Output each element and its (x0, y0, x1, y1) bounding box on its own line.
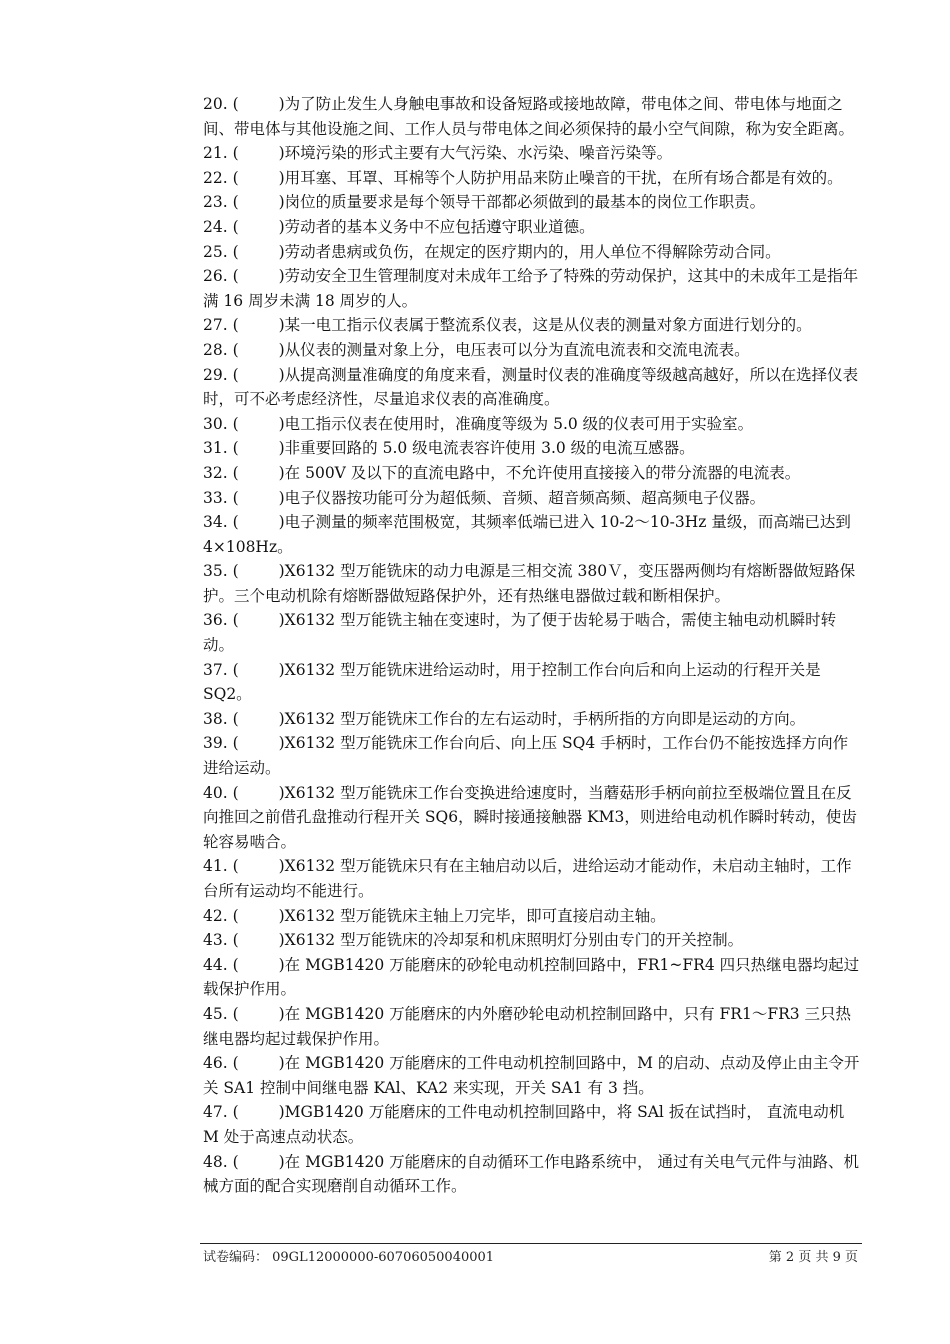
question-number: 24. ( (203, 217, 239, 236)
question-item (203, 338, 863, 363)
question-item (203, 166, 863, 191)
page-number: 第 2 页 共 9 页 (768, 1250, 858, 1265)
question-number: 44. ( (203, 955, 239, 974)
question-number: 26. ( (203, 267, 239, 286)
question-text: )劳动者的基本义务中不应包括遵守职业道德。 (278, 217, 595, 236)
question-item (203, 264, 863, 313)
question-item (203, 412, 863, 437)
question-item (203, 608, 863, 657)
question-text: )非重要回路的 5.0 级电流表容许使用 3.0 级的电流互感器。 (278, 439, 695, 458)
question-item (203, 658, 863, 707)
question-item (203, 953, 863, 1002)
question-text: )MGB1420 万能磨床的工件电动机控制回路中，将 SAl 扳在试挡时， 直流电动机 M 处于高速点动状态。 (203, 1103, 845, 1146)
question-text: )X6132 型万能铣主轴在变速时，为了便于齿轮易于啮合，需使主轴电动机瞬时转动。 (203, 611, 837, 655)
question-number: 38. ( (203, 709, 239, 728)
question-item (203, 1150, 863, 1199)
question-item (203, 92, 863, 141)
question-number: 35. ( (203, 562, 239, 581)
question-item (203, 904, 863, 929)
question-text: )电子仪器按功能可分为超低频、音频、超音频高频、超高频电子仪器。 (278, 488, 766, 507)
question-number: 45. ( (203, 1004, 239, 1023)
question-text: )岗位的质量要求是每个领导干部都必须做到的最基本的岗位工作职责。 (278, 193, 766, 212)
question-number: 33. ( (203, 488, 239, 507)
question-list (203, 92, 863, 1199)
question-text: )在 MGB1420 万能磨床的自动循环工作电路系统中， 通过有关电气元件与油路、机械方面的配合实现磨削自动循环工作。 (203, 1152, 860, 1196)
question-text: )劳动者患病或负伤，在规定的医疗期内的，用人单位不得解除劳动合同。 (278, 242, 781, 261)
question-number: 43. ( (203, 931, 239, 950)
question-number: 39. ( (203, 734, 239, 753)
question-number: 28. ( (203, 340, 239, 359)
question-text: )电子测量的频率范围极宽，其频率低端已进入 10-2～10-3Hz 量级，而高端已达到 4×108Hz。 (203, 513, 851, 556)
exam-code: 试卷编码： 09GL12000000-60706050040001 (203, 1250, 495, 1265)
question-number: 21. ( (203, 144, 239, 163)
footer-divider (200, 1243, 862, 1244)
question-item (203, 1051, 863, 1100)
question-item (203, 510, 863, 559)
question-text: )在 MGB1420 万能磨床的内外磨砂轮电动机控制回路中，只有 FR1～FR3 三只热继电器均起过载保护作用。 (203, 1004, 852, 1048)
question-number: 47. ( (203, 1103, 239, 1122)
question-number: 22. ( (203, 168, 239, 187)
question-item (203, 1100, 863, 1149)
question-item (203, 486, 863, 511)
question-item (203, 141, 863, 166)
question-text: )某一电工指示仪表属于整流系仪表，这是从仪表的测量对象方面进行划分的。 (278, 316, 812, 335)
question-text: )X6132 型万能铣床进给运动时，用于控制工作台向后和向上运动的行程开关是 SQ2。 (203, 660, 821, 704)
question-item (203, 731, 863, 780)
question-number: 25. ( (203, 242, 239, 261)
question-item (203, 707, 863, 732)
question-text: )X6132 型万能铣床的动力电源是三相交流 380Ｖ，变压器两侧均有熔断器做短路保护。三个电动机除有熔断器做短路保护外，还有热继电器做过载和断相保护。 (203, 562, 856, 605)
question-number: 36. ( (203, 611, 239, 630)
question-item (203, 461, 863, 486)
question-item (203, 559, 863, 608)
question-number: 41. ( (203, 857, 239, 876)
question-text: )在 MGB1420 万能磨床的砂轮电动机控制回路中，FR1~FR4 四只热继电器均起过载保护作用。 (203, 955, 860, 999)
question-text: )从提高测量准确度的角度来看，测量时仪表的准确度等级越高越好，所以在选择仪表时，可不必考虑经济性，尽量追求仪表的高准确度。 (203, 365, 859, 409)
question-item (203, 215, 863, 240)
question-text: )为了防止发生人身触电事故和设备短路或接地故障，带电体之间、带电体与地面之间、带电体与其他设施之间、工作人员与带电体之间必须保持的最小空气间隙，称为安全距离。 (203, 95, 855, 138)
question-number: 32. ( (203, 463, 239, 482)
question-text: )X6132 型万能铣床工作台变换进给速度时，当蘑菇形手柄向前拉至极端位置且在反向推回之前借孔盘推动行程开关 SQ6，瞬时接通接触器 KM3，则进给电动机作瞬时转动，使齿轮容易啮合。 (203, 783, 857, 851)
question-item (203, 363, 863, 412)
question-number: 23. ( (203, 193, 239, 212)
question-number: 27. ( (203, 316, 239, 335)
question-text: )环境污染的形式主要有大气污染、水污染、噪音污染等。 (278, 144, 673, 163)
question-text: )X6132 型万能铣床只有在主轴启动以后，进给运动才能动作，未启动主轴时，工作台所有运动均不能进行。 (203, 857, 852, 900)
question-item (203, 313, 863, 338)
question-number: 31. ( (203, 439, 239, 458)
question-item (203, 854, 863, 903)
question-text: )X6132 型万能铣床的冷却泵和机床照明灯分别由专门的开关控制。 (278, 931, 744, 950)
question-number: 29. ( (203, 365, 239, 384)
question-number: 40. ( (203, 783, 239, 802)
question-item (203, 781, 863, 855)
question-text: )用耳塞、耳罩、耳棉等个人防护用品来防止噪音的干扰，在所有场合都是有效的。 (278, 168, 843, 187)
question-text: )电工指示仪表在使用时，准确度等级为 5.0 级的仪表可用于实验室。 (278, 414, 754, 433)
question-item (203, 436, 863, 461)
question-number: 42. ( (203, 906, 239, 925)
question-text: )在 MGB1420 万能磨床的工件电动机控制回路中，M 的启动、点动及停止由主令开关 SA1 控制中间继电器 KAl、KA2 来实现，开关 SA1 有 3 挡。 (203, 1054, 860, 1097)
question-number: 34. ( (203, 513, 239, 532)
question-item (203, 240, 863, 265)
question-number: 30. ( (203, 414, 239, 433)
question-number: 46. ( (203, 1054, 239, 1073)
question-number: 37. ( (203, 660, 239, 679)
question-text: )X6132 型万能铣床主轴上刀完毕，即可直接启动主轴。 (278, 906, 666, 925)
question-text: )在 500V 及以下的直流电路中，不允许使用直接接入的带分流器的电流表。 (278, 463, 801, 482)
question-number: 48. ( (203, 1152, 239, 1171)
question-item (203, 190, 863, 215)
question-number: 20. ( (203, 95, 239, 113)
question-text: )从仪表的测量对象上分，电压表可以分为直流电流表和交流电流表。 (278, 340, 750, 359)
question-text: )X6132 型万能铣床工作台的左右运动时，手柄所指的方向即是运动的方向。 (278, 709, 806, 728)
question-text: )劳动安全卫生管理制度对未成年工给予了特殊的劳动保护，这其中的未成年工是指年满 16 周岁未满 18 周岁的人。 (203, 267, 859, 310)
question-text: )X6132 型万能铣床工作台向后、向上压 SQ4 手柄时，工作台仍不能按选择方向作进给运动。 (203, 734, 849, 778)
question-item (203, 928, 863, 953)
question-item (203, 1002, 863, 1051)
